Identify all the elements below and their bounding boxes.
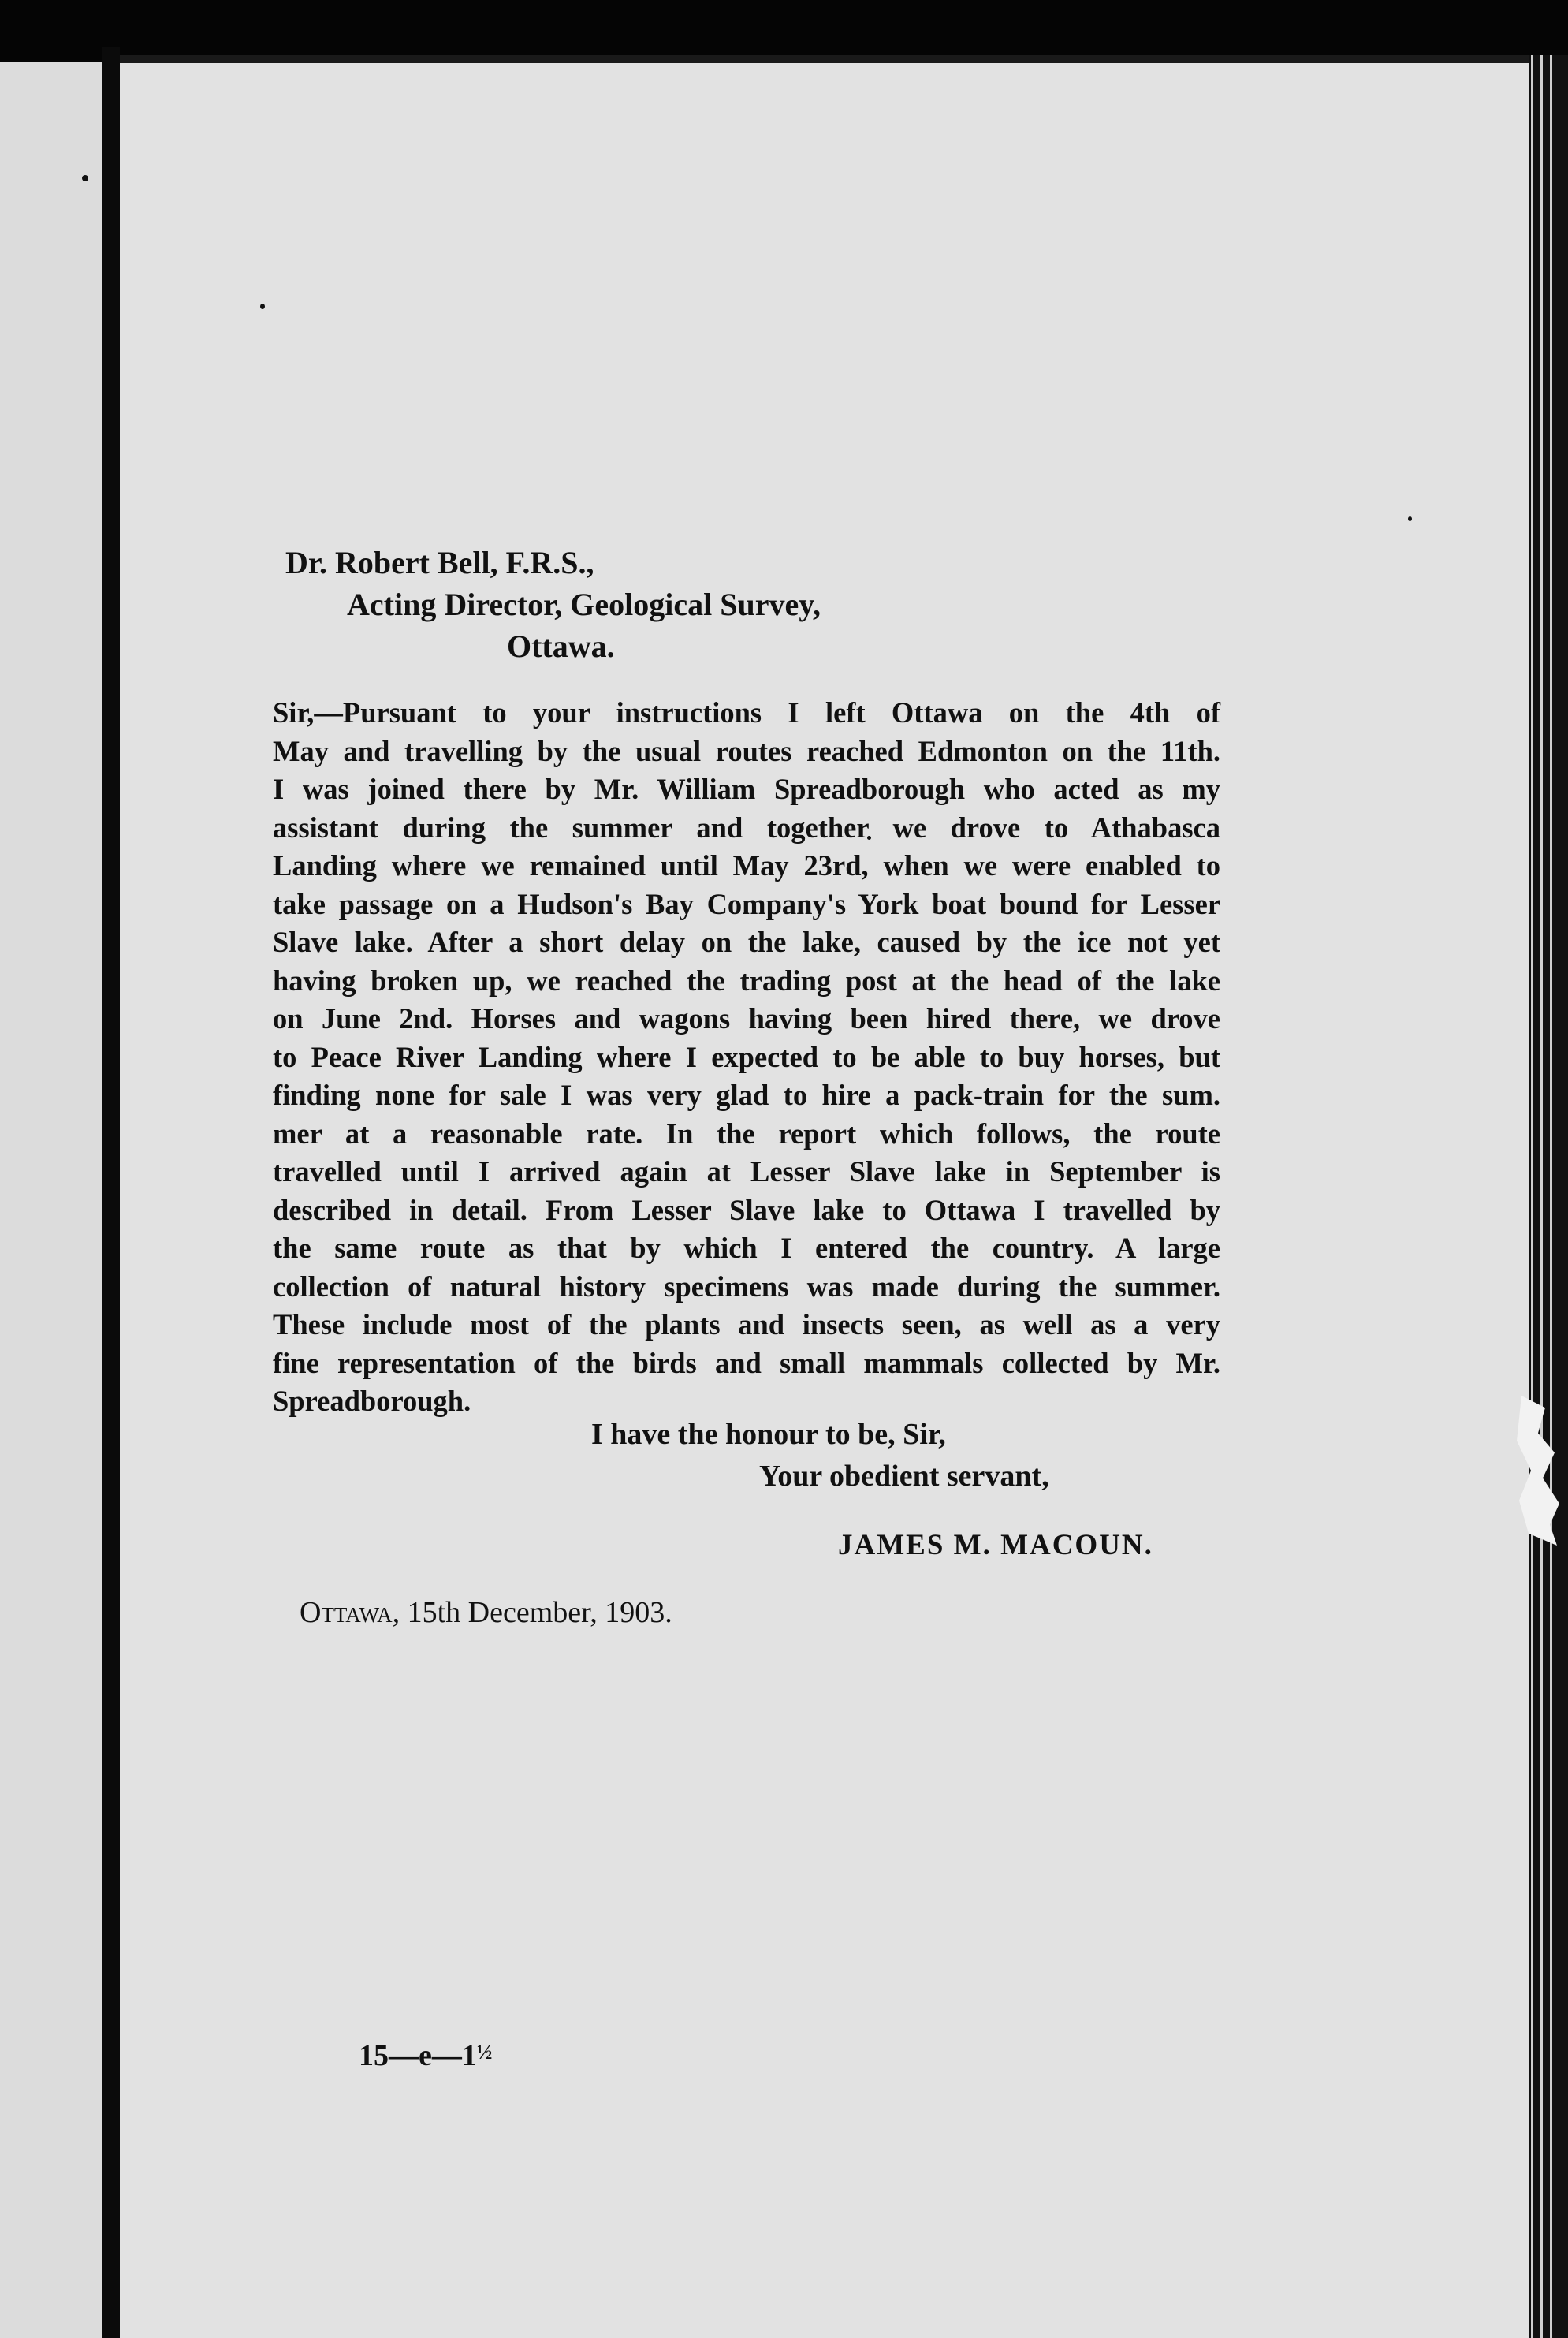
body-line: assistant during the summer and together we drove to Athabasca (273, 811, 1220, 844)
body-line: take passage on a Hudson's Bay Company's York boat bound for Lesser (273, 887, 1220, 920)
body-line: to Peace River Landing where I expected to be able to buy horses, but (273, 1040, 1220, 1073)
body-line: on June 2nd. Horses and wagons having been hired there, we drove (273, 1002, 1220, 1035)
body-line: I was joined there by Mr. William Spreadborough who acted as my (273, 773, 1220, 805)
dust-speck (260, 304, 265, 309)
addressee-city: Ottawa. (507, 628, 615, 664)
body-line: May and travelling by the usual routes reached Edmonton on the 11th. (273, 734, 1220, 767)
date: 15th December, 1903. (407, 1596, 672, 1629)
body-line: These include most of the plants and insects seen, as well as a very (273, 1308, 1220, 1341)
body-line: Spreadborough. (273, 1385, 471, 1417)
body-line: mer at a reasonable rate. In the report which follows, the route (273, 1117, 1220, 1150)
body-line: Slave lake. After a short delay on the lake, caused by the ice not yet (273, 926, 1220, 958)
body-line: the same route as that by which I entered the country. A large (273, 1232, 1220, 1264)
previous-page-edge (0, 62, 102, 2338)
body-line: having broken up, we reached the trading post at the head of the lake (273, 964, 1220, 997)
addressee-title: Acting Director, Geological Survey, (347, 587, 821, 622)
signature: JAMES M. MACOUN. (838, 1529, 1153, 1561)
printer-signature-mark (359, 2038, 492, 2073)
signature-mark-fraction: ½ (476, 2041, 493, 2064)
dust-speck (1408, 516, 1412, 521)
body-line: Landing where we remained until May 23rd, when we were enabled to (273, 849, 1220, 882)
addressee-name: Dr. Robert Bell, F.R.S., (285, 545, 594, 580)
signature-mark-prefix: 15—e—1 (359, 2039, 477, 2072)
binding-shadow (102, 47, 120, 2338)
closing-line: I have the honour to be, Sir, (591, 1418, 946, 1451)
closing-line: Your obedient servant, (759, 1460, 1049, 1493)
body-line: described in detail. From Lesser Slave lake to Ottawa I travelled by (273, 1193, 1220, 1226)
stacked-page-edges (1529, 55, 1568, 2338)
body-line: finding none for sale I was very glad to hire a pack-train for the sum. (273, 1079, 1220, 1111)
letter-body (273, 694, 1220, 1421)
body-line: collection of natural history specimens was made during the summer. (273, 1270, 1220, 1303)
body-line: fine representation of the birds and small mammals collected by Mr. (273, 1346, 1220, 1379)
dust-speck (82, 175, 88, 181)
place-date (300, 1595, 672, 1630)
body-line: travelled until I arrived again at Lesser Slave lake in September is (273, 1155, 1220, 1188)
place: Ottawa, (300, 1596, 400, 1629)
body-line: Sir,—Pursuant to your instructions I left Ottawa on the 4th of (273, 696, 1220, 729)
